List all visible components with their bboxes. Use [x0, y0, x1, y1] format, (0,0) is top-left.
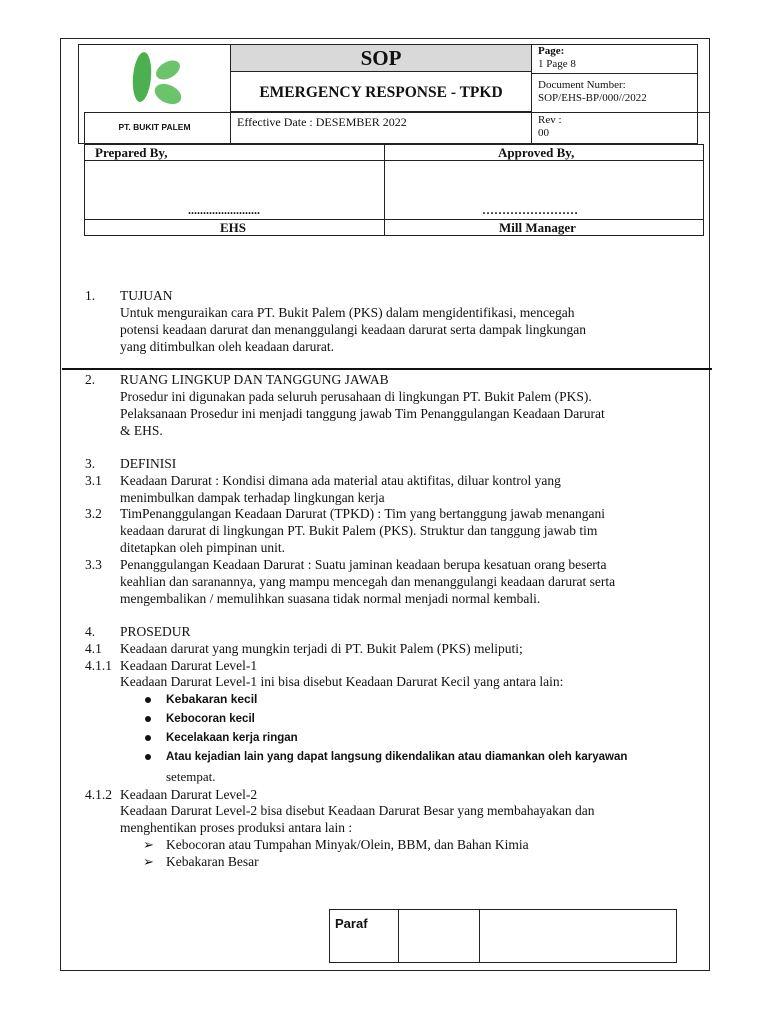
paragraph-line: Keadaan Darurat Level-2 bisa disebut Keadaan Darurat Besar yang membahayakan dan	[120, 803, 595, 818]
paraf-col-divider	[398, 909, 399, 963]
paragraph-line: Keadaan Darurat : Kondisi dimana ada material atau aktifitas, diluar kontrol yang	[120, 473, 561, 488]
paragraph-line: keahlian dan saranannya, yang mampu mencegah dan menanggulangi keadaan darurat serta	[120, 574, 616, 589]
subsection-number: 4.1.2	[85, 787, 112, 802]
bullet-icon	[145, 754, 151, 760]
list-item: Kebocoran atau Tumpahan Minyak/Olein, BBM, dan Bahan Kimia	[166, 837, 529, 852]
paragraph-line: ditetapkan oleh pimpinan unit.	[120, 540, 285, 555]
approved-signature-line: ……………………	[482, 203, 578, 217]
list-item: Kebocoran kecil	[166, 713, 255, 725]
subsection-number: 4.1.1	[85, 658, 112, 673]
paragraph-line: keadaan darurat di lingkungan PT. Bukit Palem (PKS). Struktur dan tanggung jawab tim	[120, 523, 598, 538]
section-number: 4.	[85, 624, 96, 639]
page-break-line	[62, 368, 712, 370]
paragraph-line: potensi keadaan darurat dan menanggulangi keadaan darurat serta dampak lingkungan	[120, 322, 586, 337]
subsection-number: 4.1	[85, 641, 102, 656]
paraf-table	[329, 909, 677, 963]
approved-role: Mill Manager	[499, 220, 576, 235]
section-number: 3.	[85, 456, 96, 471]
subsection-number: 3.1	[85, 473, 102, 488]
subsection-number: 3.2	[85, 506, 102, 521]
page-value: 1 Page 8	[538, 58, 576, 70]
company-logo-icon	[122, 50, 192, 112]
prepared-signature-line: ........................	[188, 203, 260, 217]
paragraph-line: Keadaan darurat yang mungkin terjadi di PT. Bukit Palem (PKS) meliputi;	[120, 641, 523, 656]
header-divider	[531, 73, 698, 74]
doc-number-label: Document Number:	[538, 79, 626, 91]
section-title: DEFINISI	[120, 456, 177, 471]
paragraph-line: Pelaksanaan Prosedur ini menjadi tanggung jawab Tim Penanggulangan Keadaan Darurat	[120, 406, 605, 421]
paragraph-line: Keadaan Darurat Level-1 ini bisa disebut Keadaan Darurat Kecil yang antara lain:	[120, 674, 564, 689]
rev-value: 00	[538, 127, 549, 139]
section-title: PROSEDUR	[120, 624, 191, 639]
page-label: Page:	[538, 45, 565, 57]
section-number: 1.	[85, 288, 96, 303]
sop-subtitle: EMERGENCY RESPONSE - TPKD	[231, 72, 531, 112]
bullet-icon	[145, 697, 151, 703]
company-name: PT. BUKIT PALEM	[118, 122, 191, 132]
bullet-icon	[145, 716, 151, 722]
list-item: Kebakaran Besar	[166, 854, 259, 869]
subsection-title: Keadaan Darurat Level-2	[120, 787, 258, 802]
approval-row-divider	[84, 160, 704, 161]
sop-title: SOP	[231, 45, 531, 72]
paragraph-line: Prosedur ini digunakan pada seluruh perusahaan di lingkungan PT. Bukit Palem (PKS).	[120, 389, 592, 404]
paragraph-line: yang ditimbulkan oleh keadaan darurat.	[120, 339, 335, 354]
approval-row-divider	[84, 219, 704, 220]
prepared-role: EHS	[220, 220, 247, 235]
approval-table	[84, 144, 704, 236]
list-item: Kebakaran kecil	[166, 692, 258, 706]
section-title: RUANG LINGKUP DAN TANGGUNG JAWAB	[120, 372, 389, 387]
list-item: Atau kejadian lain yang dapat langsung dikendalikan atau diamankan oleh karyawan	[166, 751, 628, 763]
prepared-label: Prepared By,	[95, 145, 168, 160]
list-item-continuation: setempat.	[166, 769, 216, 784]
paragraph-line: & EHS.	[120, 423, 163, 438]
section-title: TUJUAN	[120, 288, 173, 303]
approved-label: Approved By,	[498, 145, 575, 160]
approval-col-divider	[384, 144, 385, 236]
doc-number-value: SOP/EHS-BP/000//2022	[538, 92, 647, 104]
subsection-number: 3.3	[85, 557, 102, 572]
paragraph-line: menimbulkan dampak terhadap lingkungan kerja	[120, 490, 385, 505]
bullet-icon	[145, 735, 151, 741]
paraf-label: Paraf	[335, 916, 368, 931]
arrow-bullet-icon: ➢	[143, 837, 154, 852]
effective-date: Effective Date : DESEMBER 2022	[237, 115, 407, 129]
list-item: Kecelakaan kerja ringan	[166, 732, 298, 744]
header-outline	[84, 112, 710, 144]
paragraph-line: Untuk menguraikan cara PT. Bukit Palem (PKS) dalam mengidentifikasi, mencegah	[120, 305, 575, 320]
paragraph-line: menghentikan proses produksi antara lain :	[120, 820, 353, 835]
rev-label: Rev :	[538, 114, 562, 126]
arrow-bullet-icon: ➢	[143, 854, 154, 869]
paragraph-line: mengembalikan / memulihkan suasana tidak normal menjadi normal kembali.	[120, 591, 541, 606]
paragraph-line: TimPenanggulangan Keadaan Darurat (TPKD) : Tim yang bertanggung jawab menangani	[120, 506, 606, 521]
section-number: 2.	[85, 372, 96, 387]
subsection-title: Keadaan Darurat Level-1	[120, 658, 258, 673]
paragraph-line: Penanggulangan Keadaan Darurat : Suatu jaminan keadaan berupa kesatuan orang beserta	[120, 557, 607, 572]
paraf-col-divider	[479, 909, 480, 963]
